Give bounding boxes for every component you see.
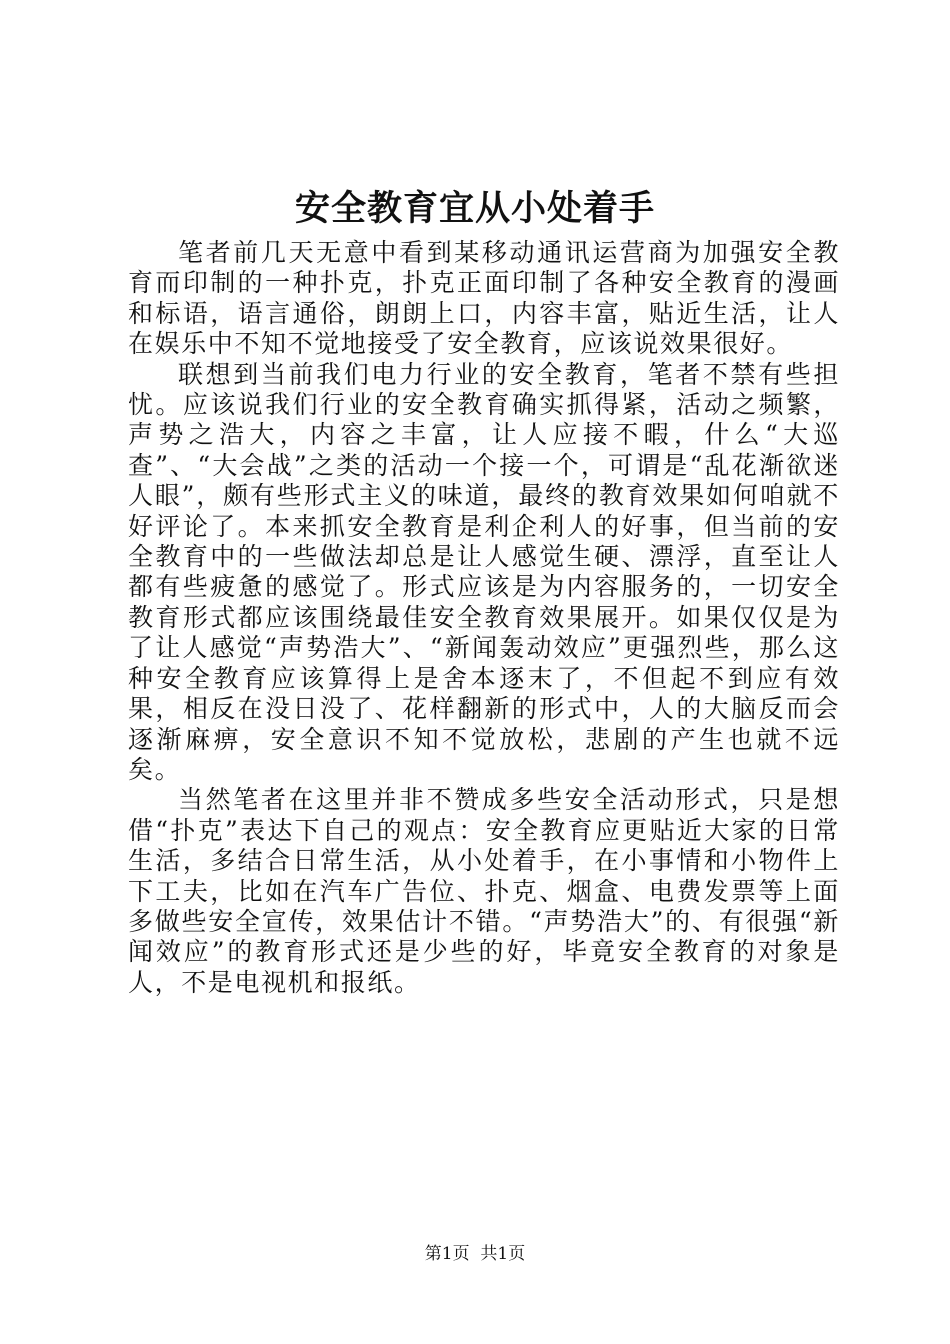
document-body <box>128 238 840 998</box>
paragraph-1: 笔者前几天无意中看到某移动通讯运营商为加强安全教育而印制的一种扑克，扑克正面印制了各种安全教育的漫画和标语，语言通俗，朗朗上口，内容丰富，贴近生活，让人在娱乐中不知不觉地接受了安全教育，应该说效果很好。 <box>128 238 840 359</box>
paragraph-2: 联想到当前我们电力行业的安全教育，笔者不禁有些担忧。应该说我们行业的安全教育确实抓得紧，活动之频繁，声势之浩大，内容之丰富，让人应接不暇，什么“大巡查”、“大会战”之类的活动一个接一个，可谓是“乱花渐欲迷人眼”，颇有些形式主义的味道，最终的教育效果如何咱就不好评论了。本来抓安全教育是利企利人的好事，但当前的安全教育中的一些做法却总是让人感觉生硬、漂浮，直至让人都有些疲惫的感觉了。形式应该是为内容服务的，一切安全教育形式都应该围绕最佳安全教育效果展开。如果仅仅是为了让人感觉“声势浩大”、“新闻轰动效应”更强烈些，那么这种安全教育应该算得上是舍本逐末了，不但起不到应有效果，相反在没日没了、花样翻新的形式中，人的大脑反而会逐渐麻痹，安全意识不知不觉放松，悲剧的产生也就不远矣。 <box>128 359 840 784</box>
page-footer <box>0 1243 950 1265</box>
page-title: 安全教育宜从小处着手 <box>294 188 655 229</box>
page-number: 第1页 <box>424 1244 470 1264</box>
page-total: 共1页 <box>480 1244 526 1264</box>
paragraph-3: 当然笔者在这里并非不赞成多些安全活动形式，只是想借“扑克”表达下自己的观点：安全教育应更贴近大家的日常生活，多结合日常生活，从小处着手，在小事情和小物件上下工夫，比如在汽车广告位、扑克、烟盒、电费发票等上面多做些安全宣传，效果估计不错。“声势浩大”的、有很强“新闻效应”的教育形式还是少些的好，毕竟安全教育的对象是人，不是电视机和报纸。 <box>128 785 840 997</box>
